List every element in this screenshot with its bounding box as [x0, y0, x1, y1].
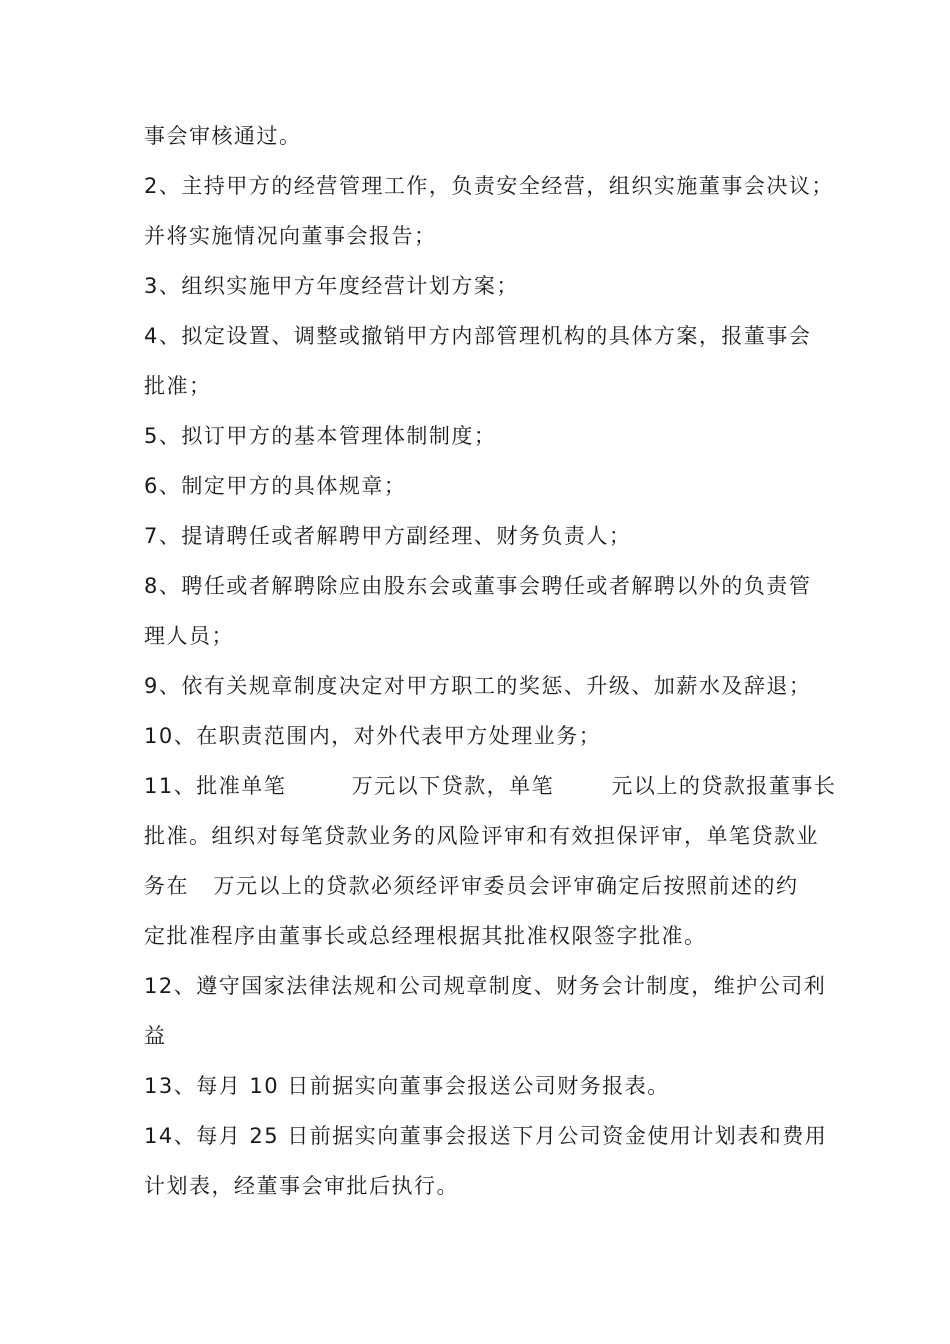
text-line: 务在 万元以上的贷款必须经评审委员会评审确定后按照前述的约	[144, 874, 799, 898]
text-line: 13、每月 10 日前据实向董事会报送公司财务报表。	[144, 1074, 670, 1098]
text-line: 批准；	[144, 374, 212, 398]
text-line: 4、拟定设置、调整或撤销甲方内部管理机构的具体方案，报董事会	[144, 324, 812, 348]
text-line: 理人员；	[144, 624, 234, 648]
text-line: 8、聘任或者解聘除应由股东会或董事会聘任或者解聘以外的负责管	[144, 574, 812, 598]
text-line: 10、在职责范围内，对外代表甲方处理业务；	[144, 724, 602, 748]
text-line: 12、遵守国家法律法规和公司规章制度、财务会计制度，维护公司利	[144, 974, 827, 998]
text-line: 14、每月 25 日前据实向董事会报送下月公司资金使用计划表和费用	[144, 1124, 828, 1148]
text-line: 7、提请聘任或者解聘甲方副经理、财务负责人；	[144, 524, 632, 548]
text-line: 计划表，经董事会审批后执行。	[144, 1174, 459, 1198]
text-line: 事会审核通过。	[144, 124, 302, 148]
text-line: 2、主持甲方的经营管理工作，负责安全经营，组织实施董事会决议；	[144, 174, 834, 198]
text-line: 并将实施情况向董事会报告；	[144, 224, 437, 248]
text-line: 益	[144, 1024, 167, 1048]
text-line: 6、制定甲方的具体规章；	[144, 474, 407, 498]
text-line: 定批准程序由董事长或总经理根据其批准权限签字批准。	[144, 924, 707, 948]
text-line: 9、依有关规章制度决定对甲方职工的奖惩、升级、加薪水及辞退；	[144, 674, 812, 698]
text-line: 11、批准单笔 万元以下贷款，单笔 元以上的贷款报董事长	[144, 774, 837, 798]
text-line: 批准。组织对每笔贷款业务的风险评审和有效担保评审，单笔贷款业	[144, 824, 819, 848]
text-line: 3、组织实施甲方年度经营计划方案；	[144, 274, 519, 298]
text-line: 5、拟订甲方的基本管理体制制度；	[144, 424, 497, 448]
